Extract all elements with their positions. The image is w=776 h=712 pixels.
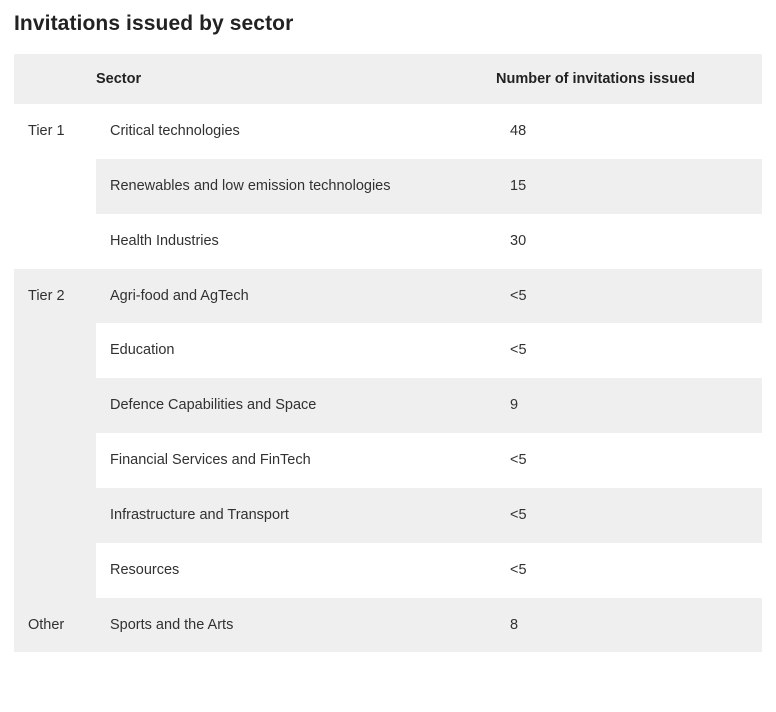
table-row bbox=[14, 488, 762, 543]
table-row bbox=[14, 598, 762, 653]
invitations-by-sector-table bbox=[14, 54, 762, 652]
cell-tier bbox=[14, 543, 96, 598]
cell-sector: Agri-food and AgTech bbox=[96, 269, 496, 324]
cell-sector: Renewables and low emission technologies bbox=[96, 159, 496, 214]
cell-tier bbox=[14, 159, 96, 214]
cell-invitation-count: <5 bbox=[496, 488, 762, 543]
cell-sector: Sports and the Arts bbox=[96, 598, 496, 653]
column-header-tier bbox=[14, 54, 96, 104]
table-row bbox=[14, 214, 762, 269]
cell-sector: Financial Services and FinTech bbox=[96, 433, 496, 488]
cell-tier bbox=[14, 488, 96, 543]
page-container bbox=[0, 12, 776, 652]
table-body bbox=[14, 104, 762, 652]
table-row bbox=[14, 378, 762, 433]
cell-sector: Critical technologies bbox=[96, 104, 496, 159]
table-row bbox=[14, 323, 762, 378]
table-row bbox=[14, 543, 762, 598]
table-header bbox=[14, 54, 762, 104]
cell-tier bbox=[14, 323, 96, 378]
cell-tier: Other bbox=[14, 598, 96, 653]
table-row bbox=[14, 433, 762, 488]
cell-sector: Defence Capabilities and Space bbox=[96, 378, 496, 433]
table-row bbox=[14, 159, 762, 214]
column-header-number-of-invitations: Number of invitations issued bbox=[496, 54, 762, 104]
page-title: Invitations issued by sector bbox=[14, 12, 294, 35]
cell-invitation-count: 30 bbox=[496, 214, 762, 269]
cell-invitation-count: 48 bbox=[496, 104, 762, 159]
cell-sector: Education bbox=[96, 323, 496, 378]
cell-sector: Resources bbox=[96, 543, 496, 598]
cell-sector: Health Industries bbox=[96, 214, 496, 269]
column-header-sector: Sector bbox=[96, 54, 496, 104]
cell-invitation-count: 15 bbox=[496, 159, 762, 214]
cell-sector: Infrastructure and Transport bbox=[96, 488, 496, 543]
cell-invitation-count: <5 bbox=[496, 433, 762, 488]
cell-invitation-count: <5 bbox=[496, 323, 762, 378]
cell-tier bbox=[14, 378, 96, 433]
table-row bbox=[14, 269, 762, 324]
cell-invitation-count: 8 bbox=[496, 598, 762, 653]
cell-tier: Tier 2 bbox=[14, 269, 96, 324]
cell-tier bbox=[14, 214, 96, 269]
table-header-row bbox=[14, 54, 762, 104]
cell-invitation-count: <5 bbox=[496, 269, 762, 324]
cell-invitation-count: 9 bbox=[496, 378, 762, 433]
cell-tier: Tier 1 bbox=[14, 104, 96, 159]
table-row bbox=[14, 104, 762, 159]
cell-tier bbox=[14, 433, 96, 488]
cell-invitation-count: <5 bbox=[496, 543, 762, 598]
